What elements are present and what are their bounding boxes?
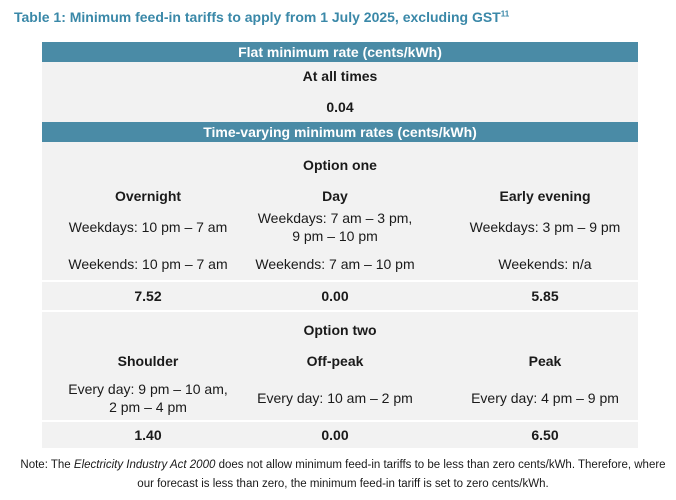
tariff-table <box>42 42 638 448</box>
overnight-rate: 7.52 <box>134 288 162 304</box>
day-weekdays-line2: 9 pm – 10 pm <box>292 228 378 244</box>
day-weekdays-line1: Weekdays: 7 am – 3 pm, <box>257 210 413 226</box>
table-title-text: Table 1: Minimum feed-in tariffs to apply from 1 July 2025, excluding GST <box>14 9 501 25</box>
flat-rate-value: 0.04 <box>326 99 354 115</box>
option-one-label: Option one <box>303 157 377 173</box>
off-peak-heading: Off-peak <box>306 353 364 369</box>
overnight-weekends: Weekends: 10 pm – 7 am <box>68 256 228 272</box>
overnight-heading: Overnight <box>114 188 182 204</box>
early-evening-weekends: Weekends: n/a <box>498 256 592 272</box>
footnote-ref: 11 <box>500 9 510 19</box>
off-peak-rate: 0.00 <box>321 427 349 443</box>
options-separator <box>42 310 638 312</box>
shoulder-times-line2: 2 pm – 4 pm <box>109 399 187 415</box>
table-title <box>14 9 509 25</box>
day-weekends: Weekends: 7 am – 10 pm <box>255 256 415 272</box>
option-two-rate-separator <box>42 420 638 422</box>
peak-rate: 6.50 <box>531 427 559 443</box>
table-note <box>18 456 668 494</box>
shoulder-rate: 1.40 <box>134 427 162 443</box>
early-evening-weekdays: Weekdays: 3 pm – 9 pm <box>469 219 621 235</box>
flat-period: At all times <box>302 68 378 84</box>
time-varying-header: Time-varying minimum rates (cents/kWh) <box>42 122 638 142</box>
note-act-name: Electricity Industry Act 2000 <box>73 459 216 471</box>
option-two-label: Option two <box>303 322 377 338</box>
early-evening-heading: Early evening <box>499 188 591 204</box>
shoulder-times-line1: Every day: 9 pm – 10 am, <box>68 381 228 397</box>
flat-rate-header: Flat minimum rate (cents/kWh) <box>42 42 638 62</box>
overnight-weekdays: Weekdays: 10 pm – 7 am <box>68 219 228 235</box>
day-rate: 0.00 <box>321 288 349 304</box>
shoulder-heading: Shoulder <box>117 353 179 369</box>
day-heading: Day <box>322 188 348 204</box>
peak-times: Every day: 4 pm – 9 pm <box>471 390 619 406</box>
early-evening-rate: 5.85 <box>531 288 559 304</box>
off-peak-times: Every day: 10 am – 2 pm <box>257 390 413 406</box>
note-prefix: Note: The <box>20 459 74 471</box>
note-suffix: does not allow minimum feed-in tariffs to be less than zero cents/kWh. Therefore, where our forecast is less than zero, the minimum feed-in tariff is set to zero cents/kWh. <box>137 459 666 490</box>
option-one-rate-separator <box>42 280 638 282</box>
peak-heading: Peak <box>528 353 562 369</box>
